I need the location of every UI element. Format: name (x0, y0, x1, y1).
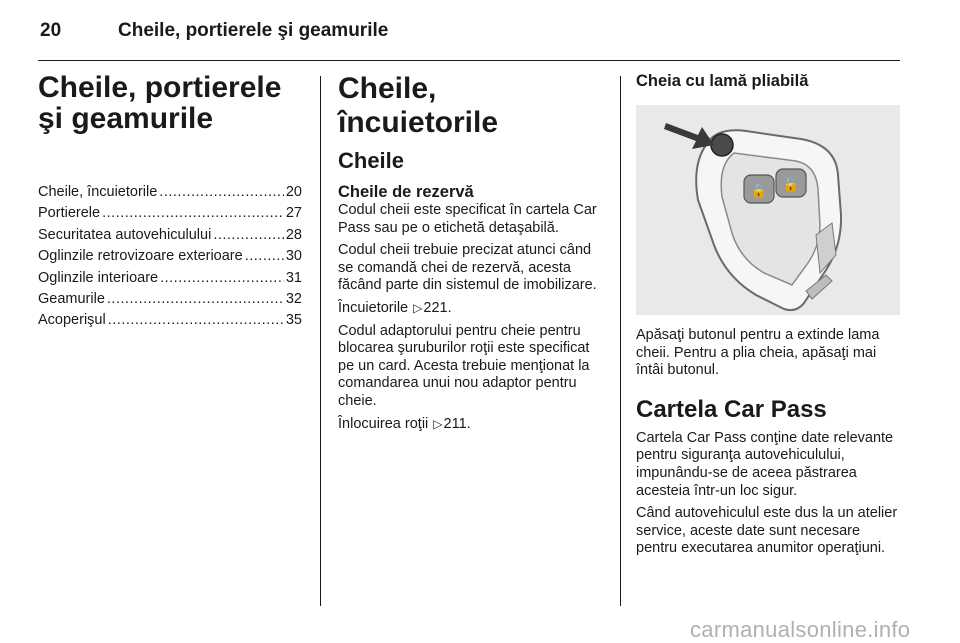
toc-entry-page: 32 (285, 291, 302, 308)
toc-entry-page: 35 (285, 312, 302, 329)
foldable-key-icon (636, 105, 900, 315)
toc-entry-label: Cheile, încuietorile (38, 184, 158, 200)
toc-leader (160, 268, 284, 289)
cross-reference[interactable] (338, 416, 602, 434)
toc-entry[interactable] (38, 203, 302, 224)
toc-entry-page: 20 (285, 184, 302, 200)
toc-entry-label: Portierele (38, 205, 101, 222)
toc-entry-page: 31 (285, 269, 302, 286)
toc-entry-page: 27 (285, 205, 302, 222)
page-header (38, 20, 900, 42)
paragraph: Codul cheii este specificat în cartela Car Pass sau pe o etichetă detaşabilă. (338, 202, 597, 236)
figure-caption: Apăsaţi butonul pentru a extinde lama cheii. Pentru a plia cheia, apăsaţi mai întâi butonul. (636, 327, 880, 379)
reference-text: Înlocuirea roţii (338, 415, 429, 432)
toc-leader (108, 310, 284, 331)
toc-entry-label: Oglinzile retrovizoare exterioare (38, 248, 243, 265)
toc-entry-label: Oglinzile interioare (38, 269, 159, 286)
toc-entry[interactable] (38, 268, 302, 289)
paragraph: Codul cheii trebuie precizat atunci când se comandă chei de rezervă, acesta făcând parte din sistemul de imobilizare. (338, 242, 597, 294)
column-divider-2 (620, 76, 621, 606)
toc-leader (102, 203, 284, 224)
toc-entry-page: 30 (285, 248, 302, 265)
header-rule (38, 60, 900, 61)
svg-text:🔓: 🔓 (782, 178, 800, 193)
column-toc (38, 72, 302, 332)
reference-page: 221. (423, 299, 452, 316)
toc-leader (245, 246, 284, 267)
section-title: Cheile, încuietorile (338, 72, 499, 139)
toc-entry[interactable] (38, 182, 302, 203)
toc-entry-page: 28 (285, 226, 302, 243)
running-title: Cheile, portierele şi geamurile (118, 20, 389, 41)
page-number: 20 (40, 20, 62, 41)
toc-leader (159, 182, 284, 203)
table-of-contents (38, 182, 302, 332)
subsection-title: Cheile (338, 148, 405, 173)
toc-entry[interactable] (38, 246, 302, 267)
reference-arrow-icon: ▷ (413, 300, 423, 315)
toc-entry-label: Geamurile (38, 291, 105, 308)
paragraph: Cartela Car Pass conţine date relevante pentru siguranţa autovehiculului, impunându-se de aceea păstrarea acesteia într-un loc sigur. (636, 429, 894, 499)
cross-reference[interactable] (338, 300, 602, 318)
column-keys (338, 72, 602, 438)
sub-subsection-title: Cheile de rezervă (338, 183, 474, 201)
toc-entry[interactable] (38, 225, 302, 246)
paragraph: Când autovehiculul este dus la un atelier service, aceste date sunt necesare pentru executarea anumitor operaţiuni. (636, 505, 898, 557)
toc-leader (213, 225, 284, 246)
reference-arrow-icon: ▷ (433, 416, 443, 431)
svg-text:🔒: 🔒 (750, 184, 768, 199)
section-title: Cartela Car Pass (636, 395, 827, 423)
toc-entry[interactable] (38, 289, 302, 310)
toc-entry[interactable] (38, 310, 302, 331)
column-foldable-key (636, 72, 900, 563)
reference-text: Încuietorile (338, 299, 409, 316)
watermark: carmanualsonline.info (690, 617, 911, 642)
column-divider-1 (320, 76, 321, 606)
paragraph: Codul adaptorului pentru cheie pentru blocarea şuruburilor roţii este specificat pe un card. Acesta trebuie menţionat la comandarea unui nou adaptor pentru cheie. (338, 322, 590, 409)
toc-entry-label: Acoperişul (38, 312, 106, 329)
key-illustration (636, 105, 900, 315)
subheading: Cheia cu lamă pliabilă (636, 72, 809, 90)
reference-page: 211. (443, 415, 471, 432)
toc-leader (107, 289, 284, 310)
chapter-title: Cheile, portierele şi geamurile (38, 71, 282, 135)
toc-entry-label: Securitatea autovehiculului (38, 226, 212, 243)
